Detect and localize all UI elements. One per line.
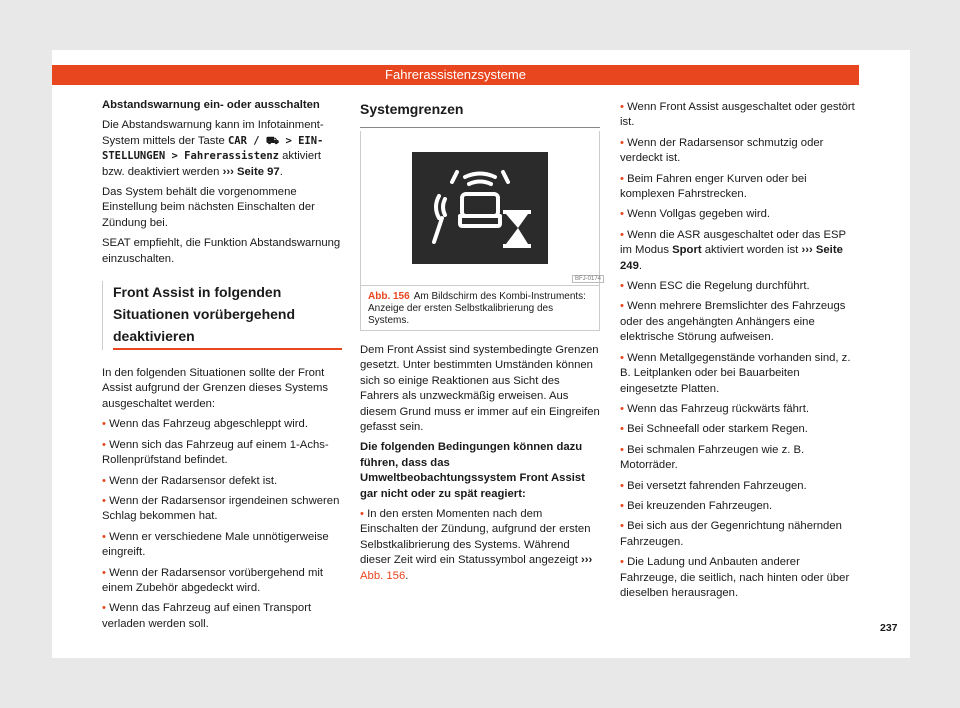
list-item-text: Wenn er verschiedene Male unnötigerweise eingreift.	[102, 530, 329, 559]
bullet-icon: •	[360, 508, 368, 521]
bullet-icon: •	[102, 494, 110, 507]
page-reference-link[interactable]: ››› Seite 97	[222, 165, 280, 178]
list-item	[620, 555, 860, 601]
text: .	[405, 569, 409, 582]
list-item	[620, 422, 860, 437]
text: aktiviert worden ist	[701, 244, 802, 257]
list-item	[620, 172, 860, 203]
bullet-list	[620, 100, 860, 223]
page-number: 237	[880, 622, 898, 634]
list-item-text: Wenn der Radarsensor schmutzig oder verdeckt ist.	[620, 136, 824, 165]
bullet-icon: •	[620, 208, 628, 221]
section-heading: Abstandswarnung ein- oder ausschalten	[102, 99, 320, 111]
bold-paragraph: Die folgenden Bedingungen können dazu führen, dass das Umweltbeobachtungssystem Front Assist gar nicht oder zu spät reagiert:	[360, 441, 585, 500]
list-item	[102, 474, 342, 489]
list-item-text: Wenn das Fahrzeug rückwärts fährt.	[627, 402, 809, 415]
list-item	[360, 507, 600, 584]
list-item-text: Bei schmalen Fahrzeugen wie z. B. Motorräder.	[620, 443, 805, 472]
bullet-icon: •	[102, 474, 110, 487]
list-item-text: Bei sich aus der Gegenrichtung nähernden Fahrzeugen.	[620, 520, 842, 548]
list-item	[620, 299, 860, 345]
figure-image	[412, 152, 548, 264]
list-item	[620, 351, 860, 397]
list-item	[620, 479, 860, 494]
page-header: Fahrerassistenzsysteme	[52, 65, 859, 85]
list-item	[102, 566, 342, 597]
text: aktiviert bzw. deaktiviert werden	[102, 150, 322, 178]
text: Wenn die ASR ausgeschaltet oder das ESP im Modus	[620, 228, 846, 257]
list-item-text: Wenn mehrere Bremslichter des Fahrzeugs oder des angehängten Anhängers eine elektrische Störung aufweisen.	[620, 300, 846, 344]
divider	[360, 127, 600, 128]
bullet-icon: •	[620, 101, 628, 113]
list-item-text: Wenn der Radarsensor defekt ist.	[109, 474, 278, 487]
paragraph: Das System behält die vorgenommene Einstellung beim nächsten Einschalten der Zündung bei.	[102, 186, 315, 229]
text: .	[638, 259, 642, 272]
bullet-icon: •	[620, 402, 628, 415]
menu-path: ⛟ > EIN-STELLUNGEN > Fahrerassistenz	[102, 134, 324, 163]
list-item	[620, 100, 860, 131]
list-item-text: Wenn Vollgas gegeben wird.	[627, 208, 771, 221]
page-reference-link[interactable]: ››› Seite 249	[620, 244, 843, 272]
list-item-text: Bei Schneefall oder starkem Regen.	[627, 423, 808, 436]
bullet-icon: •	[620, 228, 628, 241]
bullet-icon: •	[620, 443, 628, 456]
bullet-icon: •	[620, 520, 628, 533]
right-column	[620, 100, 860, 606]
section-heading: Systemgrenzen	[360, 101, 464, 117]
paragraph: In den folgenden Situationen sollte der Front Assist aufgrund der Grenzen dieses Systems ausgeschaltet werden:	[102, 367, 329, 410]
list-item-text: Wenn der Radarsensor vorübergehend mit einem Zubehör abgedeckt wird.	[102, 566, 324, 594]
list-item	[102, 530, 342, 561]
list-item	[620, 136, 860, 167]
list-item	[620, 519, 860, 550]
text: Die Abstandswarnung kann im Infotainment-System mittels der Taste	[102, 119, 324, 147]
front-assist-calibration-icon	[412, 152, 548, 264]
text: /	[246, 134, 266, 147]
bullet-icon: •	[102, 602, 110, 615]
bullet-icon: •	[620, 300, 628, 313]
section-title: Front Assist in folgenden Situationen vorübergehend deaktivieren	[113, 281, 342, 350]
list-item-text: Wenn der Radarsensor irgendeinen schweren Schlag bekommen hat.	[102, 494, 340, 523]
list-item-text: Beim Fahren enger Kurven oder bei komplexen Fahrstrecken.	[620, 172, 807, 201]
middle-column	[360, 343, 600, 589]
list-item	[102, 417, 342, 432]
bullet-icon: •	[620, 499, 628, 512]
figure-code: BFJ-0174	[572, 275, 604, 283]
list-item	[102, 494, 342, 525]
figure-reference-link[interactable]: Abb. 156	[360, 569, 406, 582]
figure-label: Abb. 156	[368, 291, 410, 302]
figure-caption	[368, 291, 593, 327]
list-item	[102, 601, 342, 632]
figure-reference-prefix: ›››	[581, 554, 593, 567]
bullet-list	[102, 417, 342, 632]
list-item-text: Wenn Metallgegenstände vorhanden sind, z. B. Leitplanken oder bei Bauarbeiten eingesetzte Platten.	[620, 351, 851, 395]
list-item-text: Wenn das Fahrzeug auf einen Transport verladen werden soll.	[102, 602, 312, 630]
list-item-text: Bei versetzt fahrenden Fahrzeugen.	[627, 479, 807, 492]
list-item-text: Die Ladung und Anbauten anderer Fahrzeuge, die seitlich, nach hinten oder über dieselben herausragen.	[620, 556, 850, 599]
list-item-text: Wenn das Fahrzeug abgeschleppt wird.	[109, 418, 308, 431]
list-item	[620, 228, 860, 274]
list-item	[620, 402, 860, 417]
bullet-icon: •	[620, 136, 628, 149]
text: In den ersten Momenten nach dem Einschalten der Zündung, aufgrund der ersten Selbstkalibrierung des Systems. Während dieser Zeit wird ein Statussymbol angezeigt	[360, 508, 591, 567]
list-item	[620, 279, 860, 294]
bullet-icon: •	[620, 172, 628, 185]
bullet-icon: •	[102, 418, 110, 431]
section-title-box	[102, 281, 342, 350]
list-item-text: Wenn Front Assist ausgeschaltet oder gestört ist.	[620, 101, 855, 129]
divider	[360, 285, 600, 286]
list-item	[620, 499, 860, 514]
car-key: CAR	[227, 134, 247, 147]
left-column	[102, 98, 342, 637]
paragraph: SEAT empfiehlt, die Funktion Abstandswarnung einzuschalten.	[102, 237, 341, 265]
list-item-text: Wenn ESC die Regelung durchführt.	[627, 280, 810, 293]
text: .	[279, 165, 283, 178]
mode-name: Sport	[672, 244, 702, 257]
list-item	[620, 443, 860, 474]
list-item	[620, 207, 860, 222]
bullet-icon: •	[620, 280, 628, 293]
paragraph	[102, 118, 342, 180]
caption-text: Am Bildschirm des Kombi-Instruments: Anzeige der ersten Selbstkalibrierung des Systems.	[368, 291, 586, 326]
bullet-icon: •	[620, 479, 628, 492]
list-item-text: Bei kreuzenden Fahrzeugen.	[627, 499, 773, 512]
bullet-icon: •	[102, 530, 110, 543]
paragraph: Dem Front Assist sind systembedingte Grenzen gesetzt. Unter bestimmten Umständen können sich so einige Reaktionen aus Sicht des Fahrers als unzweckmäßig erweisen. Aus diesem Grund muss er immer auf ein Eingreifen gefasst sein.	[360, 344, 600, 434]
bullet-icon: •	[620, 423, 628, 436]
bullet-icon: •	[102, 566, 110, 579]
bullet-icon: •	[620, 351, 628, 364]
bullet-icon: •	[102, 438, 110, 451]
list-item	[102, 438, 342, 469]
bullet-icon: •	[620, 556, 628, 569]
list-item-text: Wenn sich das Fahrzeug auf einem 1-Achs-Rollenprüfstand befindet.	[102, 438, 329, 467]
bullet-list	[620, 279, 860, 601]
